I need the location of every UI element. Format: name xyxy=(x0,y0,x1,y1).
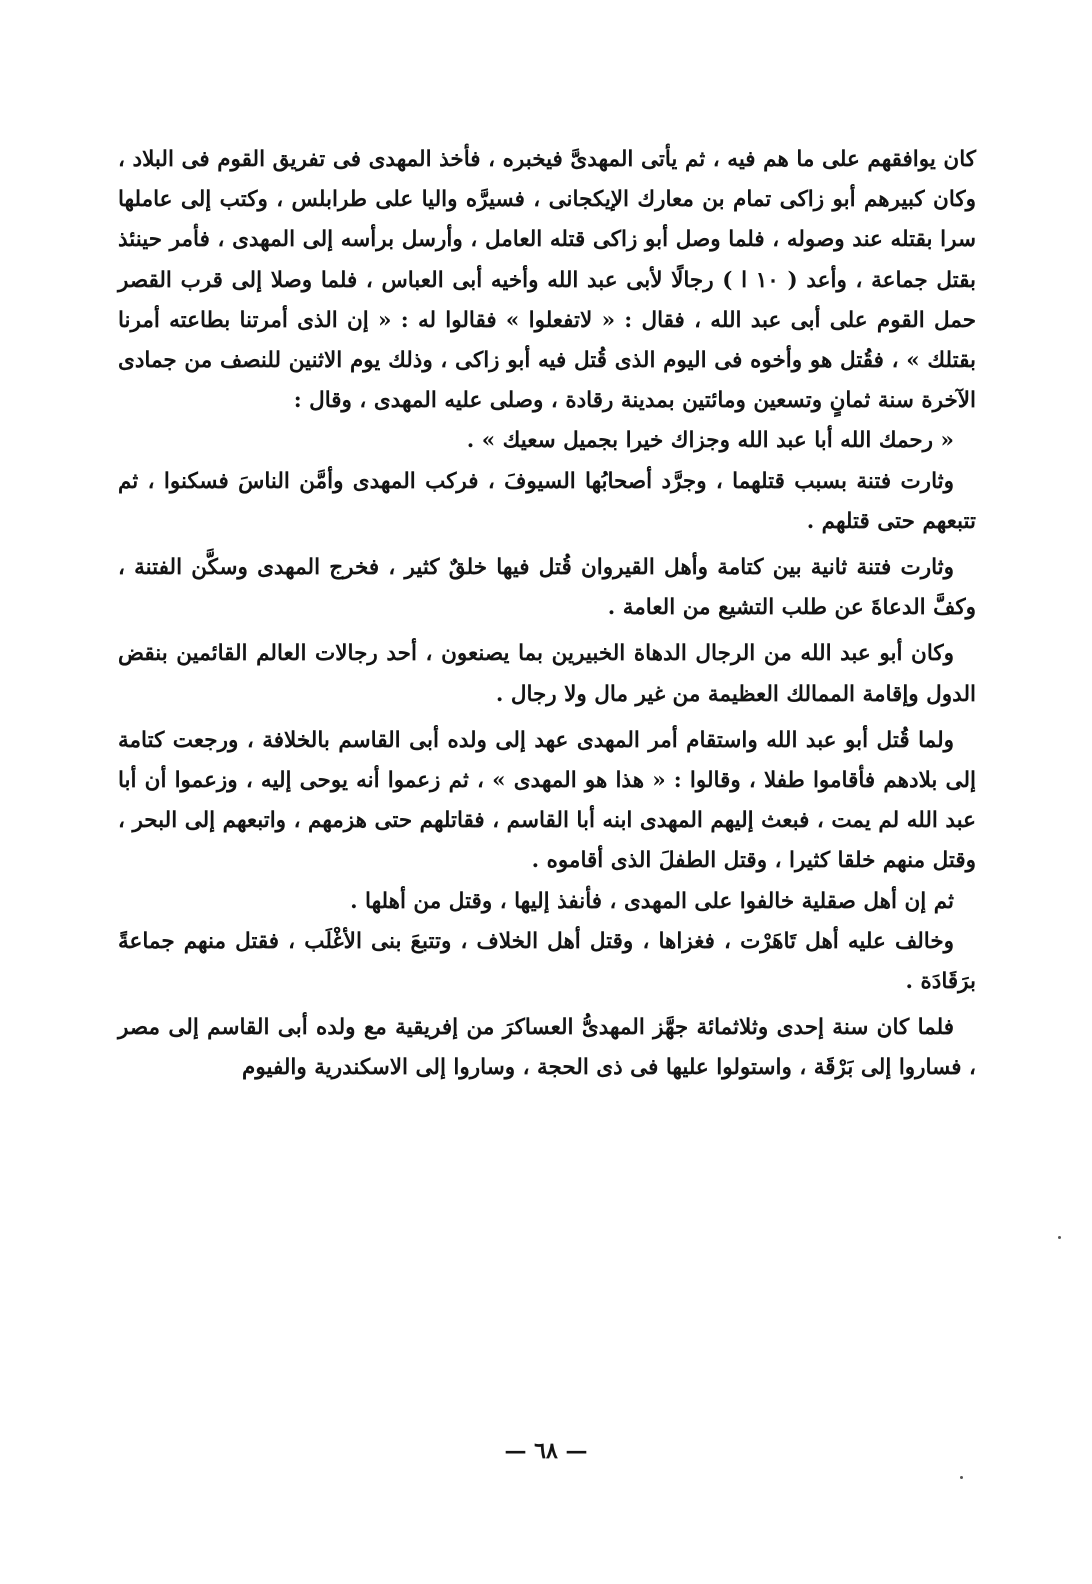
scan-speck xyxy=(960,1476,963,1479)
paragraph-7: ثم إن أهل صقلية خالفوا على المهدى ، فأنفذ إليها ، وقتل من أهلها . xyxy=(350,888,954,914)
paragraph-6: ولما قُتل أبو عبد الله واستقام أمر المهدى عهد إلى ولده أبى القاسم بالخلافة ، ورجعت كتامة إلى بلادهم فأقاموا طفلا ، وقالوا : « هذا هو المهدى » ، ثم زعموا أنه يوحى إليه ، وزعموا أن أبا عبد الله لم يمت ، فبعث إليهم المهدى ابنه أبا القاسم ، فقاتلهم حتى هزمهم ، واتبعهم إلى البحر ، وقتل منهم خلقا كثيرا ، وقتل الطفلَ الذى أقاموه . xyxy=(118,727,976,874)
paragraph-1: كان يوافقهم على ما هم فيه ، ثم يأتى المهدىَّ فيخبره ، فأخذ المهدى فى تفريق القوم فى البلاد ، وكان كبيرهم أبو زاكى تمام بن معارك الإيكجانى ، فسيرَّه واليا على طرابلس ، وكتب إلى عاملها سرا بقتله عند وصوله ، فلما وصل أبو زاكى قتله العامل ، وأرسل برأسه إلى المهدى ، فأمر حينئذ بقتل جماعة ، وأعد ( ١٠ ا ) رجالًا لأبى عبد الله وأخيه أبى العباس ، فلما وصلا إلى قرب القصر حمل القوم على أبى عبد الله ، فقال : « لاتفعلوا » فقالوا له : « إن الذى أمرتنا بطاعته أمرنا بقتلك » ، فقُتل هو وأخوه فى اليوم الذى قُتل فيه أبو زاكى ، وذلك يوم الاثنين للنصف من جمادى الآخرة سنة ثمانٍ وتسعين ومائتين بمدينة رقادة ، وصلى عليه المهدى ، وقال : xyxy=(118,147,977,414)
paragraph-2: « رحمك الله أبا عبد الله وجزاك خيرا بجميل سعيك » . xyxy=(466,428,954,454)
paragraph-5: وكان أبو عبد الله من الرجال الدهاة الخبيرين بما يصنعون ، أحد رجالات العالم القائمين بنقض الدول وإقامة الممالك العظيمة من غير مال ولا رجال . xyxy=(118,641,976,707)
page-body xyxy=(118,140,976,1089)
paragraph-8: وخالف عليه أهل تَاهَرْت ، فغزاها ، وقتل أهل الخلاف ، وتتبعَ بنى الأغْلَب ، فقتل منهم جماعةً برَقَادَة . xyxy=(118,928,976,995)
paragraph-3: وثارت فتنة بسبب قتلهما ، وجرَّد أصحابُها السيوفَ ، فركب المهدى وأمَّن الناسَ فسكنوا ، ثم تتبعهم حتى قتلهم . xyxy=(118,468,976,534)
page-number: — ٦٨ — xyxy=(504,1438,588,1464)
paragraph-4: وثارت فتنة ثانية بين كتامة وأهل القيروان قُتل فيها خلقٌ كثير ، فخرج المهدى وسكَّن الفتنة ، وكفَّ الدعاةَ عن طلب التشيع من العامة . xyxy=(118,555,976,621)
paragraph-9: فلما كان سنة إحدى وثلاثمائة جهَّز المهدىُّ العساكرَ من إفريقية مع ولده أبى القاسم إلى مصر ، فساروا إلى بَرْقَة ، واستولوا عليها فى ذى الحجة ، وساروا إلى الاسكندرية والفيوم xyxy=(118,1015,976,1081)
scan-speck xyxy=(1058,1236,1061,1239)
